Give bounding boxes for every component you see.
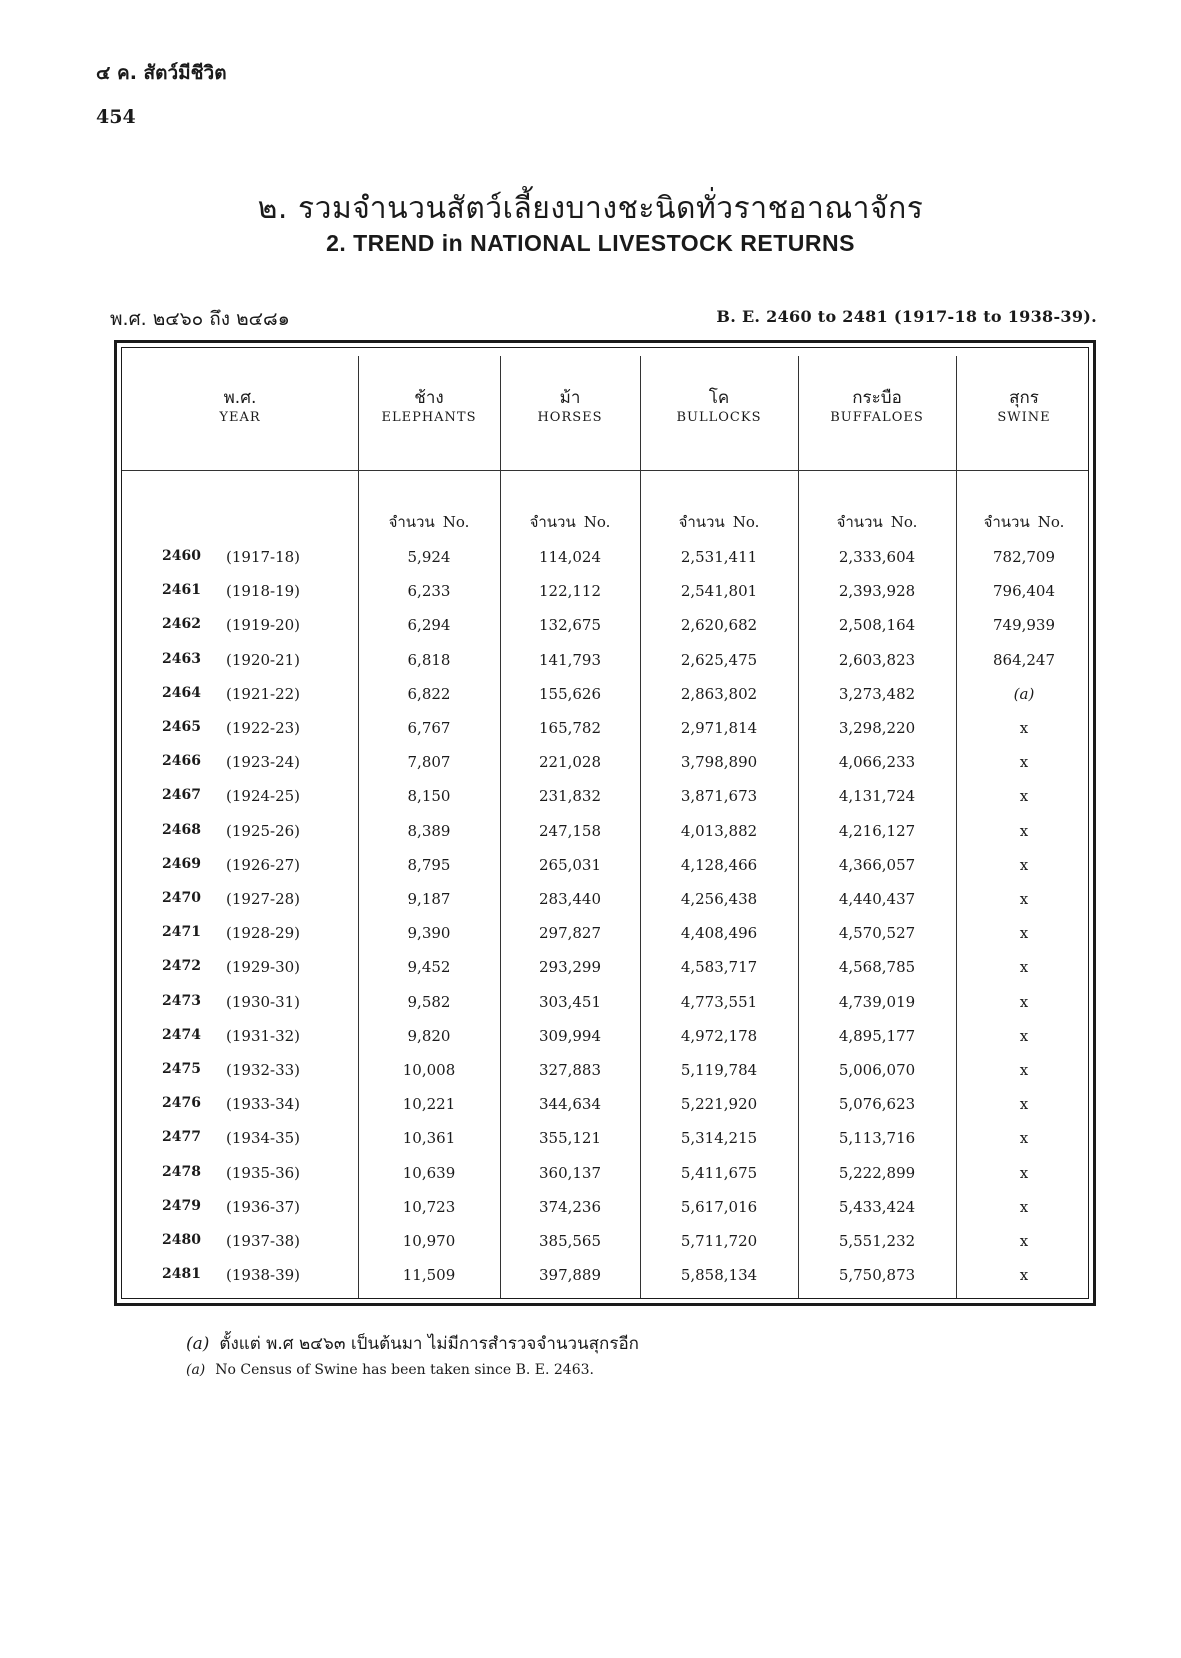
table-row (122, 856, 1088, 890)
year-ce: (1924-25) (226, 787, 301, 806)
cell-elephants: 9,187 (407, 890, 451, 908)
year-be: 2466 (162, 753, 201, 770)
year-be: 2473 (162, 992, 201, 1009)
year-be: 2480 (162, 1232, 201, 1248)
cell-swine: x (1019, 992, 1029, 1011)
cell-horses: 309,994 (538, 1026, 602, 1045)
table-row (122, 1027, 1088, 1061)
page-number: 454 (96, 106, 136, 128)
footnote-marker: (a) (186, 1362, 206, 1378)
livestock-table (114, 340, 1096, 1306)
unit-english: No. (583, 513, 611, 531)
cell-buffaloes: 2,603,823 (838, 650, 916, 669)
cell-elephants: 9,820 (407, 1026, 451, 1045)
title-thai: ๒. รวมจำนวนสัตว์เลี้ยงบางชะนิดทั่วราชอาณาจักร (257, 191, 924, 226)
cell-swine: x (1019, 890, 1029, 908)
year-ce: (1928-29) (226, 924, 301, 943)
unit-label-elephants (358, 510, 500, 534)
cell-swine: x (1019, 924, 1029, 943)
year-be: 2472 (162, 958, 201, 975)
cell-bullocks: 5,711,720 (680, 1232, 758, 1250)
cell-bullocks: 5,314,215 (680, 1129, 758, 1148)
year-be: 2479 (162, 1197, 201, 1214)
table-row (122, 1061, 1088, 1095)
cell-bullocks: 5,617,016 (680, 1197, 758, 1216)
year-ce: (1933-34) (226, 1095, 301, 1114)
unit-english: No. (1037, 513, 1065, 531)
unit-english: No. (890, 513, 918, 531)
footnote-thai-text: ตั้งแต่ พ.ศ ๒๔๖๓ เป็นต้นมา ไม่มีการสำรวจจำนวนสุกรอีก (219, 1334, 639, 1354)
unit-label-horses (500, 510, 640, 534)
year-ce: (1937-38) (226, 1232, 301, 1250)
cell-bullocks: 2,863,802 (680, 684, 758, 703)
cell-swine: x (1019, 1197, 1029, 1216)
year-ce: (1930-31) (226, 992, 301, 1011)
running-head: ๔ ค. สัตว์มีชีวิต (96, 62, 227, 84)
title-english: 2. TREND in NATIONAL LIVESTOCK RETURNS (326, 230, 855, 256)
year-be: 2474 (162, 1026, 201, 1043)
year-be: 2470 (162, 890, 201, 906)
year-be: 2469 (162, 855, 201, 872)
cell-buffaloes: 4,440,437 (838, 890, 916, 908)
table-row (122, 685, 1088, 719)
footnote-english (186, 1362, 594, 1378)
year-be: 2465 (162, 719, 201, 735)
cell-bullocks: 2,971,814 (680, 719, 758, 737)
column-header-english: ELEPHANTS (381, 410, 477, 425)
table-row (122, 616, 1088, 650)
year-be: 2471 (162, 924, 201, 941)
year-ce: (1926-27) (226, 855, 301, 874)
cell-horses: 397,889 (538, 1266, 602, 1285)
cell-elephants: 8,150 (407, 787, 451, 806)
column-header-english: BUFFALOES (830, 410, 924, 425)
cell-bullocks: 4,128,466 (680, 855, 758, 874)
cell-bullocks: 3,871,673 (680, 787, 758, 806)
cell-buffaloes: 2,333,604 (838, 548, 916, 566)
table-row (122, 719, 1088, 753)
table-row (122, 822, 1088, 856)
column-header-thai: สุกร (1009, 388, 1039, 408)
cell-elephants: 6,233 (407, 582, 451, 601)
cell-buffaloes: 4,066,233 (838, 753, 916, 772)
cell-buffaloes: 4,366,057 (838, 855, 916, 874)
column-header-thai: กระบือ (852, 388, 902, 408)
cell-swine: x (1019, 753, 1029, 772)
cell-elephants: 10,723 (402, 1197, 456, 1216)
year-ce: (1917-18) (226, 548, 301, 566)
year-ce: (1920-21) (226, 650, 301, 669)
header-divider (122, 470, 1088, 471)
cell-buffaloes: 5,551,232 (838, 1232, 916, 1250)
cell-horses: 221,028 (538, 753, 602, 772)
column-header-year (122, 384, 358, 425)
year-ce: (1923-24) (226, 753, 301, 772)
cell-buffaloes: 3,298,220 (838, 719, 916, 737)
cell-swine: x (1019, 855, 1029, 874)
cell-horses: 297,827 (538, 924, 602, 943)
cell-bullocks: 2,541,801 (680, 582, 758, 601)
year-ce: (1938-39) (226, 1266, 301, 1285)
cell-elephants: 10,008 (402, 1061, 456, 1079)
cell-horses: 344,634 (538, 1095, 602, 1114)
year-ce: (1929-30) (226, 958, 301, 977)
unit-thai: จำนวน (678, 513, 725, 531)
table-row (122, 1266, 1088, 1300)
cell-swine: 864,247 (992, 650, 1056, 669)
year-ce: (1934-35) (226, 1129, 301, 1148)
period-english: B. E. 2460 to 2481 (1917-18 to 1938-39). (716, 307, 1097, 326)
year-ce: (1936-37) (226, 1197, 301, 1216)
cell-elephants: 10,970 (402, 1232, 456, 1250)
cell-swine: x (1019, 787, 1029, 806)
column-header-bullocks (640, 384, 798, 425)
cell-buffaloes: 4,570,527 (838, 924, 916, 943)
cell-bullocks: 5,119,784 (680, 1061, 758, 1079)
cell-buffaloes: 5,222,899 (838, 1163, 916, 1182)
cell-buffaloes: 4,216,127 (838, 821, 916, 840)
footnote-thai (186, 1330, 639, 1357)
cell-swine: x (1019, 1266, 1029, 1285)
year-ce: (1935-36) (226, 1163, 301, 1182)
table-row (122, 1129, 1088, 1163)
year-ce: (1918-19) (226, 582, 301, 601)
table-row (122, 958, 1088, 992)
cell-elephants: 6,294 (407, 616, 451, 635)
cell-bullocks: 5,858,134 (680, 1266, 758, 1285)
table-row (122, 1232, 1088, 1266)
cell-swine: x (1019, 1095, 1029, 1114)
cell-swine: x (1019, 958, 1029, 977)
cell-bullocks: 4,773,551 (680, 992, 758, 1011)
cell-swine: x (1019, 1129, 1029, 1148)
cell-bullocks: 4,583,717 (680, 958, 758, 977)
unit-english: No. (442, 513, 470, 531)
cell-elephants: 10,639 (402, 1163, 456, 1182)
cell-horses: 165,782 (538, 719, 602, 737)
cell-horses: 122,112 (538, 582, 602, 601)
column-header-english: HORSES (537, 410, 603, 425)
unit-label-bullocks (640, 510, 798, 534)
column-header-english: BULLOCKS (676, 410, 762, 425)
cell-swine: x (1019, 1163, 1029, 1182)
column-header-swine (956, 384, 1092, 425)
unit-thai: จำนวน (388, 513, 435, 531)
cell-buffaloes: 5,113,716 (838, 1129, 916, 1148)
table-row (122, 582, 1088, 616)
cell-horses: 132,675 (538, 616, 602, 635)
unit-thai: จำนวน (529, 513, 576, 531)
cell-elephants: 6,822 (407, 684, 451, 703)
cell-elephants: 8,389 (407, 821, 451, 840)
cell-horses: 114,024 (538, 548, 602, 566)
cell-buffaloes: 5,750,873 (838, 1266, 916, 1285)
cell-bullocks: 2,531,411 (680, 548, 758, 566)
year-be: 2461 (162, 582, 201, 599)
cell-horses: 360,137 (538, 1163, 602, 1182)
cell-horses: 355,121 (538, 1129, 602, 1148)
cell-buffaloes: 4,131,724 (838, 787, 916, 806)
cell-horses: 293,299 (538, 958, 602, 977)
cell-buffaloes: 4,739,019 (838, 992, 916, 1011)
year-be: 2475 (162, 1061, 201, 1077)
cell-bullocks: 2,620,682 (680, 616, 758, 635)
cell-elephants: 5,924 (407, 548, 451, 566)
cell-elephants: 9,452 (407, 958, 451, 977)
period-thai: พ.ศ. ๒๔๖๐ ถึง ๒๔๘๑ (110, 308, 290, 330)
column-header-buffaloes (798, 384, 956, 425)
cell-bullocks: 5,411,675 (680, 1163, 758, 1182)
table-row (122, 890, 1088, 924)
table-row (122, 1164, 1088, 1198)
table-row (122, 548, 1088, 582)
cell-elephants: 7,807 (407, 753, 451, 772)
year-be: 2468 (162, 821, 201, 838)
year-ce: (1925-26) (226, 821, 301, 840)
cell-bullocks: 3,798,890 (680, 753, 758, 772)
cell-swine: x (1019, 821, 1029, 840)
footnote-marker: (a) (186, 1334, 210, 1354)
cell-bullocks: 4,013,882 (680, 821, 758, 840)
unit-english: No. (732, 513, 760, 531)
cell-buffaloes: 4,895,177 (838, 1026, 916, 1045)
cell-horses: 374,236 (538, 1197, 602, 1216)
year-ce: (1931-32) (226, 1026, 301, 1045)
cell-bullocks: 4,256,438 (680, 890, 758, 908)
table-row (122, 993, 1088, 1027)
column-header-english: YEAR (219, 410, 261, 425)
cell-elephants: 8,795 (407, 855, 451, 874)
cell-horses: 141,793 (538, 650, 602, 669)
column-header-elephants (358, 384, 500, 425)
cell-swine: (a) (1013, 684, 1035, 703)
year-be: 2464 (162, 684, 201, 701)
cell-buffaloes: 5,076,623 (838, 1095, 916, 1114)
year-be: 2481 (162, 1266, 201, 1283)
footnote-english-text: No Census of Swine has been taken since B. E. 2463. (215, 1362, 594, 1378)
cell-horses: 283,440 (538, 890, 602, 908)
cell-horses: 385,565 (538, 1232, 602, 1250)
table-inner-border (121, 347, 1089, 1299)
column-header-thai: พ.ศ. (223, 388, 257, 408)
unit-label-swine (956, 510, 1092, 534)
cell-horses: 247,158 (538, 821, 602, 840)
table-row (122, 1095, 1088, 1129)
cell-bullocks: 4,408,496 (680, 924, 758, 943)
cell-swine: 796,404 (992, 582, 1056, 601)
cell-bullocks: 2,625,475 (680, 650, 758, 669)
cell-swine: 782,709 (992, 548, 1056, 566)
cell-swine: x (1019, 1061, 1029, 1079)
unit-label-buffaloes (798, 510, 956, 534)
cell-elephants: 10,361 (402, 1129, 456, 1148)
cell-buffaloes: 3,273,482 (838, 684, 916, 703)
column-header-horses (500, 384, 640, 425)
cell-buffaloes: 4,568,785 (838, 958, 916, 977)
column-header-english: SWINE (997, 410, 1051, 425)
table-row (122, 1198, 1088, 1232)
year-ce: (1921-22) (226, 684, 301, 703)
cell-buffaloes: 5,006,070 (838, 1061, 916, 1079)
year-be: 2460 (162, 548, 201, 564)
cell-swine: x (1019, 1026, 1029, 1045)
cell-swine: 749,939 (992, 616, 1056, 635)
table-row (122, 787, 1088, 821)
cell-horses: 327,883 (538, 1061, 602, 1079)
cell-elephants: 6,818 (407, 650, 451, 669)
column-header-thai: ม้า (559, 388, 581, 408)
year-be: 2463 (162, 650, 201, 667)
cell-swine: x (1019, 719, 1029, 737)
cell-horses: 265,031 (538, 855, 602, 874)
cell-buffaloes: 2,508,164 (838, 616, 916, 635)
table-row (122, 924, 1088, 958)
cell-elephants: 6,767 (407, 719, 451, 737)
year-be: 2476 (162, 1095, 201, 1112)
cell-bullocks: 5,221,920 (680, 1095, 758, 1114)
table-row (122, 753, 1088, 787)
year-be: 2467 (162, 787, 201, 804)
cell-elephants: 10,221 (402, 1095, 456, 1114)
cell-horses: 303,451 (538, 992, 602, 1011)
year-ce: (1922-23) (226, 719, 301, 737)
year-be: 2462 (162, 616, 201, 633)
year-ce: (1932-33) (226, 1061, 301, 1079)
cell-elephants: 11,509 (402, 1266, 456, 1285)
table-row (122, 651, 1088, 685)
cell-bullocks: 4,972,178 (680, 1026, 758, 1045)
cell-elephants: 9,390 (407, 924, 451, 943)
cell-horses: 155,626 (538, 684, 602, 703)
cell-horses: 231,832 (538, 787, 602, 806)
unit-thai: จำนวน (983, 513, 1030, 531)
year-be: 2478 (162, 1163, 201, 1180)
year-ce: (1927-28) (226, 890, 301, 908)
unit-thai: จำนวน (836, 513, 883, 531)
year-be: 2477 (162, 1129, 201, 1146)
cell-elephants: 9,582 (407, 992, 451, 1011)
column-header-thai: ช้าง (414, 388, 444, 408)
column-header-thai: โค (708, 388, 730, 408)
cell-buffaloes: 2,393,928 (838, 582, 916, 601)
cell-buffaloes: 5,433,424 (838, 1197, 916, 1216)
cell-swine: x (1019, 1232, 1029, 1250)
year-ce: (1919-20) (226, 616, 301, 635)
